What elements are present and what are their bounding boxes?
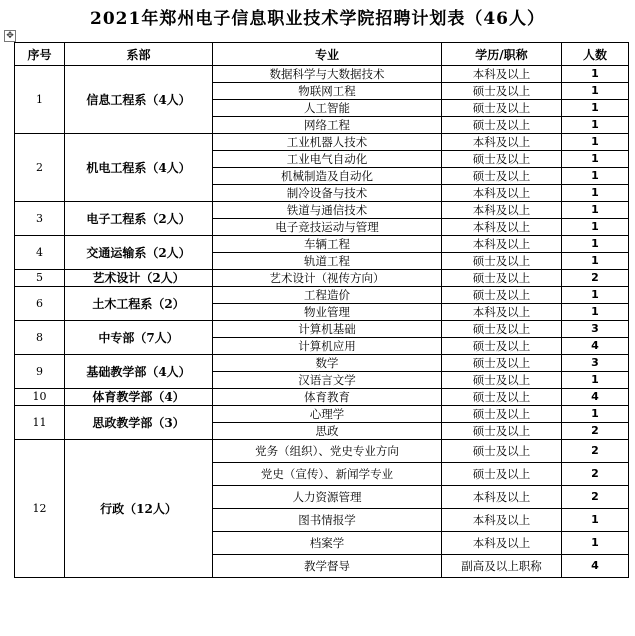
- major-cell: 工程造价: [213, 287, 442, 304]
- department-cell: 中专部（7人）: [65, 321, 213, 355]
- count-cell: 1: [562, 287, 629, 304]
- department-cell: 机电工程系（4人）: [65, 134, 213, 202]
- degree-cell: 硕士及以上: [442, 168, 562, 185]
- count-cell: 1: [562, 134, 629, 151]
- count-cell: 1: [562, 406, 629, 423]
- degree-cell: 硕士及以上: [442, 463, 562, 486]
- major-cell: 物业管理: [213, 304, 442, 321]
- degree-cell: 硕士及以上: [442, 440, 562, 463]
- department-cell: 体育教学部（4）: [65, 389, 213, 406]
- major-cell: 物联网工程: [213, 83, 442, 100]
- count-cell: 1: [562, 202, 629, 219]
- count-cell: 1: [562, 219, 629, 236]
- degree-cell: 硕士及以上: [442, 338, 562, 355]
- major-cell: 艺术设计（视传方向）: [213, 270, 442, 287]
- degree-cell: 本科及以上: [442, 202, 562, 219]
- major-cell: 制冷设备与技术: [213, 185, 442, 202]
- degree-cell: 硕士及以上: [442, 83, 562, 100]
- count-cell: 1: [562, 117, 629, 134]
- row-number: 4: [15, 236, 65, 270]
- department-cell: 基础教学部（4人）: [65, 355, 213, 389]
- degree-cell: 本科及以上: [442, 304, 562, 321]
- degree-cell: 硕士及以上: [442, 321, 562, 338]
- count-cell: 1: [562, 509, 629, 532]
- table-row: [15, 202, 629, 219]
- table-row: [15, 355, 629, 372]
- count-cell: 4: [562, 389, 629, 406]
- row-number: 10: [15, 389, 65, 406]
- major-cell: 计算机应用: [213, 338, 442, 355]
- major-cell: 电子竞技运动与管理: [213, 219, 442, 236]
- row-number: 12: [15, 440, 65, 578]
- degree-cell: 本科及以上: [442, 219, 562, 236]
- table-row: [15, 389, 629, 406]
- count-cell: 1: [562, 304, 629, 321]
- count-cell: 3: [562, 321, 629, 338]
- count-cell: 1: [562, 168, 629, 185]
- table-row: [15, 321, 629, 338]
- count-cell: 1: [562, 372, 629, 389]
- count-cell: 2: [562, 423, 629, 440]
- row-number: 1: [15, 66, 65, 134]
- count-cell: 1: [562, 185, 629, 202]
- major-cell: 机械制造及自动化: [213, 168, 442, 185]
- count-cell: 2: [562, 463, 629, 486]
- recruitment-plan-table: [14, 42, 629, 578]
- row-number: 9: [15, 355, 65, 389]
- degree-cell: 硕士及以上: [442, 100, 562, 117]
- department-cell: 信息工程系（4人）: [65, 66, 213, 134]
- degree-cell: 本科及以上: [442, 134, 562, 151]
- count-cell: 1: [562, 66, 629, 83]
- count-cell: 1: [562, 532, 629, 555]
- page-title: 2021年郑州电子信息职业技术学院招聘计划表（46人）: [90, 9, 545, 29]
- degree-cell: 副高及以上职称: [442, 555, 562, 578]
- header-major: 专业: [213, 43, 442, 66]
- table-row: [15, 134, 629, 151]
- degree-cell: 硕士及以上: [442, 423, 562, 440]
- header-count: 人数: [562, 43, 629, 66]
- degree-cell: 硕士及以上: [442, 372, 562, 389]
- count-cell: 2: [562, 486, 629, 509]
- row-number: 11: [15, 406, 65, 440]
- department-cell: 行政（12人）: [65, 440, 213, 578]
- table-row: [15, 287, 629, 304]
- major-cell: 工业机器人技术: [213, 134, 442, 151]
- department-cell: 土木工程系（2）: [65, 287, 213, 321]
- major-cell: 计算机基础: [213, 321, 442, 338]
- major-cell: 数学: [213, 355, 442, 372]
- degree-cell: 硕士及以上: [442, 270, 562, 287]
- degree-cell: 硕士及以上: [442, 406, 562, 423]
- degree-cell: 硕士及以上: [442, 355, 562, 372]
- major-cell: 铁道与通信技术: [213, 202, 442, 219]
- table-move-handle-icon[interactable]: ✥: [4, 30, 16, 42]
- major-cell: 党史（宣传）、新闻学专业: [213, 463, 442, 486]
- department-cell: 艺术设计（2人）: [65, 270, 213, 287]
- table-row: [15, 66, 629, 83]
- header-degree: 学历/职称: [442, 43, 562, 66]
- degree-cell: 硕士及以上: [442, 117, 562, 134]
- major-cell: 心理学: [213, 406, 442, 423]
- table-row: [15, 236, 629, 253]
- major-cell: 教学督导: [213, 555, 442, 578]
- major-cell: 人工智能: [213, 100, 442, 117]
- department-cell: 思政教学部（3）: [65, 406, 213, 440]
- degree-cell: 本科及以上: [442, 236, 562, 253]
- row-number: 3: [15, 202, 65, 236]
- major-cell: 图书情报学: [213, 509, 442, 532]
- table-row: [15, 270, 629, 287]
- major-cell: 网络工程: [213, 117, 442, 134]
- count-cell: 2: [562, 270, 629, 287]
- major-cell: 党务（组织）、党史专业方向: [213, 440, 442, 463]
- department-cell: 交通运输系（2人）: [65, 236, 213, 270]
- major-cell: 档案学: [213, 532, 442, 555]
- major-cell: 汉语言文学: [213, 372, 442, 389]
- major-cell: 工业电气自动化: [213, 151, 442, 168]
- header-no: 序号: [15, 43, 65, 66]
- major-cell: 数据科学与大数据技术: [213, 66, 442, 83]
- count-cell: 1: [562, 236, 629, 253]
- major-cell: 人力资源管理: [213, 486, 442, 509]
- major-cell: 思政: [213, 423, 442, 440]
- header-dept: 系部: [65, 43, 213, 66]
- row-number: 8: [15, 321, 65, 355]
- count-cell: 1: [562, 100, 629, 117]
- count-cell: 1: [562, 253, 629, 270]
- table-row: [15, 406, 629, 423]
- major-cell: 车辆工程: [213, 236, 442, 253]
- degree-cell: 本科及以上: [442, 532, 562, 555]
- table-header-row: [15, 43, 629, 66]
- count-cell: 3: [562, 355, 629, 372]
- count-cell: 1: [562, 83, 629, 100]
- row-number: 6: [15, 287, 65, 321]
- degree-cell: 本科及以上: [442, 486, 562, 509]
- row-number: 2: [15, 134, 65, 202]
- count-cell: 4: [562, 555, 629, 578]
- degree-cell: 本科及以上: [442, 509, 562, 532]
- count-cell: 2: [562, 440, 629, 463]
- degree-cell: 硕士及以上: [442, 389, 562, 406]
- row-number: 5: [15, 270, 65, 287]
- department-cell: 电子工程系（2人）: [65, 202, 213, 236]
- degree-cell: 硕士及以上: [442, 287, 562, 304]
- count-cell: 4: [562, 338, 629, 355]
- major-cell: 体育教育: [213, 389, 442, 406]
- degree-cell: 硕士及以上: [442, 151, 562, 168]
- degree-cell: 本科及以上: [442, 185, 562, 202]
- count-cell: 1: [562, 151, 629, 168]
- degree-cell: 硕士及以上: [442, 253, 562, 270]
- degree-cell: 本科及以上: [442, 66, 562, 83]
- table-row: [15, 440, 629, 463]
- major-cell: 轨道工程: [213, 253, 442, 270]
